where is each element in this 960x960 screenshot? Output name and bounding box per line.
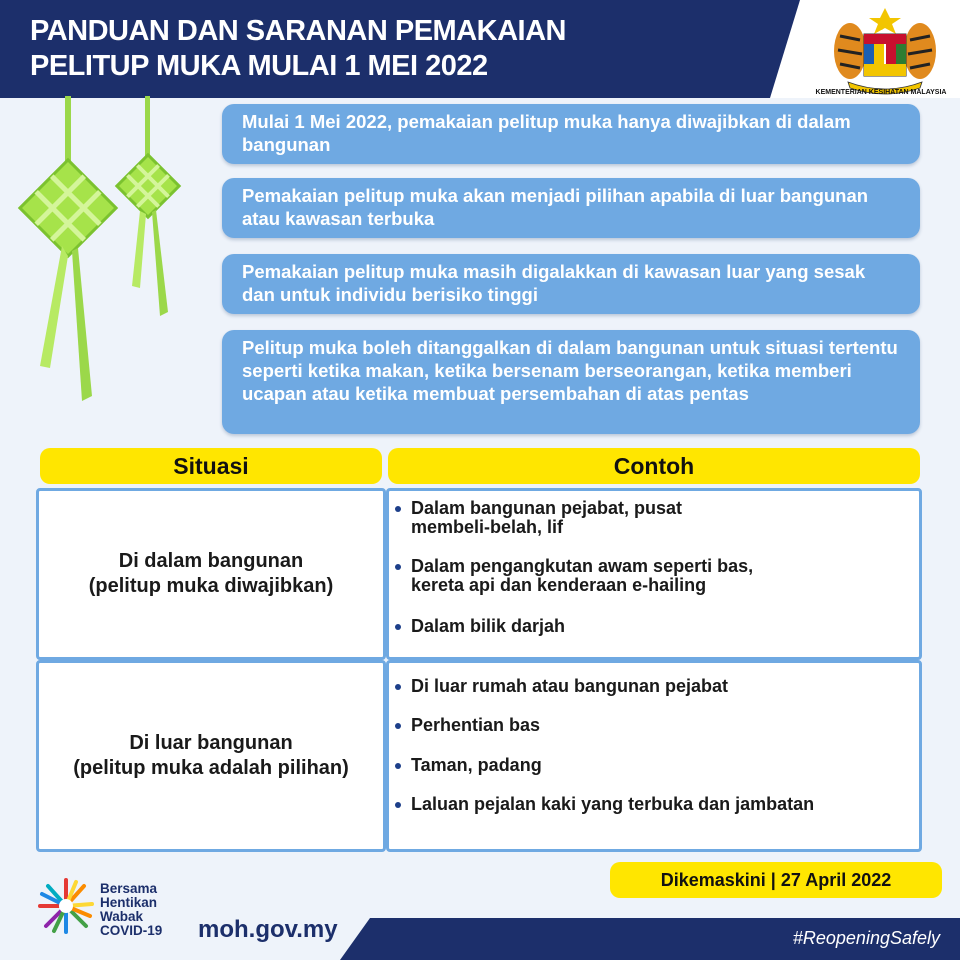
title-line-1: PANDUAN DAN SARANAN PEMAKAIAN xyxy=(30,15,566,47)
list-item: Dalam bilik darjah xyxy=(411,616,566,636)
ministry-name: KEMENTERIAN KESIHATAN MALAYSIA xyxy=(815,89,947,96)
campaign-sunburst-icon xyxy=(36,876,96,936)
situation-note: (pelitup muka adalah pilihan) xyxy=(73,757,349,779)
ketupat-decoration-icon xyxy=(10,96,200,416)
campaign-line: Wabak xyxy=(100,909,144,924)
hashtag-label: #ReopeningSafely xyxy=(792,928,940,948)
note-2: Pemakaian pelitup muka akan menjadi pilihan apabila di luar bangunan atau kawasan terbuka xyxy=(222,178,920,238)
list-item: Di luar rumah atau bangunan pejabat xyxy=(411,676,729,696)
note-4: Pelitup muka boleh ditanggalkan di dalam bangunan untuk situasi tertentu seperti ketika makan, ketika bersenam berseorangan, ketika memberi ucapan atau ketika membuat persembahan di atas pentas xyxy=(222,330,920,434)
campaign-text xyxy=(100,882,162,938)
list-item-continued: kereta api dan kenderaan e-hailing xyxy=(411,575,707,595)
coat-of-arms-icon xyxy=(820,6,950,98)
situation-note: (pelitup muka diwajibkan) xyxy=(88,575,334,597)
page-title xyxy=(30,14,566,84)
header-contoh: Contoh xyxy=(388,448,920,484)
note-3: Pemakaian pelitup muka masih digalakkan di kawasan luar yang sesak dan untuk individu berisiko tinggi xyxy=(222,254,920,314)
examples-cell-indoor xyxy=(386,488,922,660)
list-item: Dalam pengangkutan awam seperti bas, xyxy=(411,556,754,576)
situation-cell-indoor xyxy=(36,488,386,660)
list-item-continued: membeli-belah, lif xyxy=(411,517,564,537)
updated-date-badge: Dikemaskini | 27 April 2022 xyxy=(610,862,942,898)
header-situasi: Situasi xyxy=(40,448,382,484)
campaign-line: Hentikan xyxy=(100,895,158,910)
note-1: Mulai 1 Mei 2022, pemakaian pelitup muka hanya diwajibkan di dalam bangunan xyxy=(222,104,920,164)
list-item: Perhentian bas xyxy=(411,715,541,735)
examples-cell-outdoor xyxy=(386,660,922,852)
campaign-line: Bersama xyxy=(100,881,158,896)
list-item: Dalam bangunan pejabat, pusat xyxy=(411,498,683,518)
list-item: Laluan pejalan kaki yang terbuka dan jambatan xyxy=(411,794,815,814)
header-banner xyxy=(0,0,960,98)
title-line-2: PELITUP MUKA MULAI 1 MEI 2022 xyxy=(30,50,488,82)
list-item: Taman, padang xyxy=(411,755,542,775)
situation-label: Di luar bangunan xyxy=(129,732,293,754)
situation-cell-outdoor xyxy=(36,660,386,852)
campaign-line: COVID-19 xyxy=(100,923,163,938)
situation-label: Di dalam bangunan xyxy=(118,550,304,572)
website-link[interactable]: moh.gov.my xyxy=(198,916,338,943)
